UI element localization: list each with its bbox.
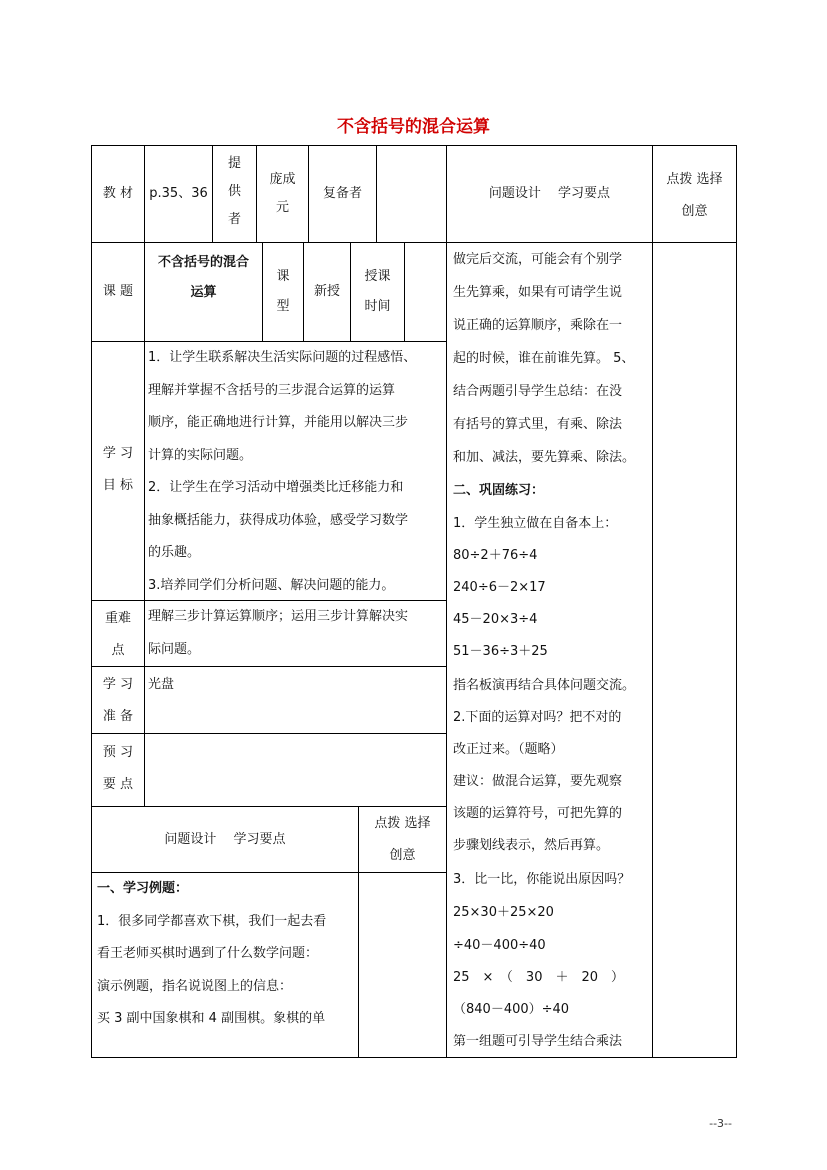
jiaocai-label: 教 材 [102, 186, 134, 201]
provider-label: 提 供 者 [227, 156, 241, 227]
lower-tip-header: 点拨 选择 创意 [374, 816, 431, 863]
difficulty-text: 理解三步计算运算顺序；运用三步计算解决实 际问题。 [148, 609, 409, 657]
lesson-type-value: 新授 [313, 284, 340, 299]
keti-label: 课 题 [102, 284, 134, 299]
difficulty-label: 重难 点 [104, 611, 131, 658]
fubei-label: 复备者 [322, 186, 362, 201]
page-title: 不含括号的混合运算 [337, 117, 490, 137]
lesson-type-label: 课 型 [276, 269, 290, 314]
prepare-label: 学 习 准 备 [102, 677, 134, 724]
lower-design-header: 问题设计 学习要点 [164, 831, 286, 847]
goals-label: 学 习 目 标 [102, 446, 134, 493]
page-number: --3-- [709, 1117, 732, 1130]
prepare-value: 光盘 [148, 677, 175, 692]
keti-value: 不含括号的混合 运算 [157, 255, 249, 300]
goals-text: 1．让学生联系解决生活实际问题的过程感悟、 理解并掌握不含括号的三步混合运算的运算 顺序，能正确地进行计算，并能用以解决三步 计算的实际问题。 2．让学生在学习活动中增强类比迁移能力和 抽象概括能力，获得成功体验，感受学习数学 的乐趣。 3.培养同学们分析问题、解决问题的能力。 [148, 350, 417, 593]
example-text: 一、学习例题： 1．很多同学都喜欢下棋，我们一起去看 看王老师买棋时遇到了什么数学问题： 演示例题，指名说说图上的信息： 买 3 副中国象棋和 4 副围棋。象棋的单 [97, 881, 327, 1026]
pages-value: p.35、36 [149, 186, 208, 201]
tip-column-header: 点拨 选择 创意 [666, 172, 723, 219]
lesson-time-label: 授课 时间 [364, 269, 391, 314]
preview-label: 预 习 要 点 [102, 745, 134, 792]
design-column-header: 问题设计 学习要点 [488, 186, 611, 201]
provider-name: 庞成 元 [269, 172, 296, 215]
